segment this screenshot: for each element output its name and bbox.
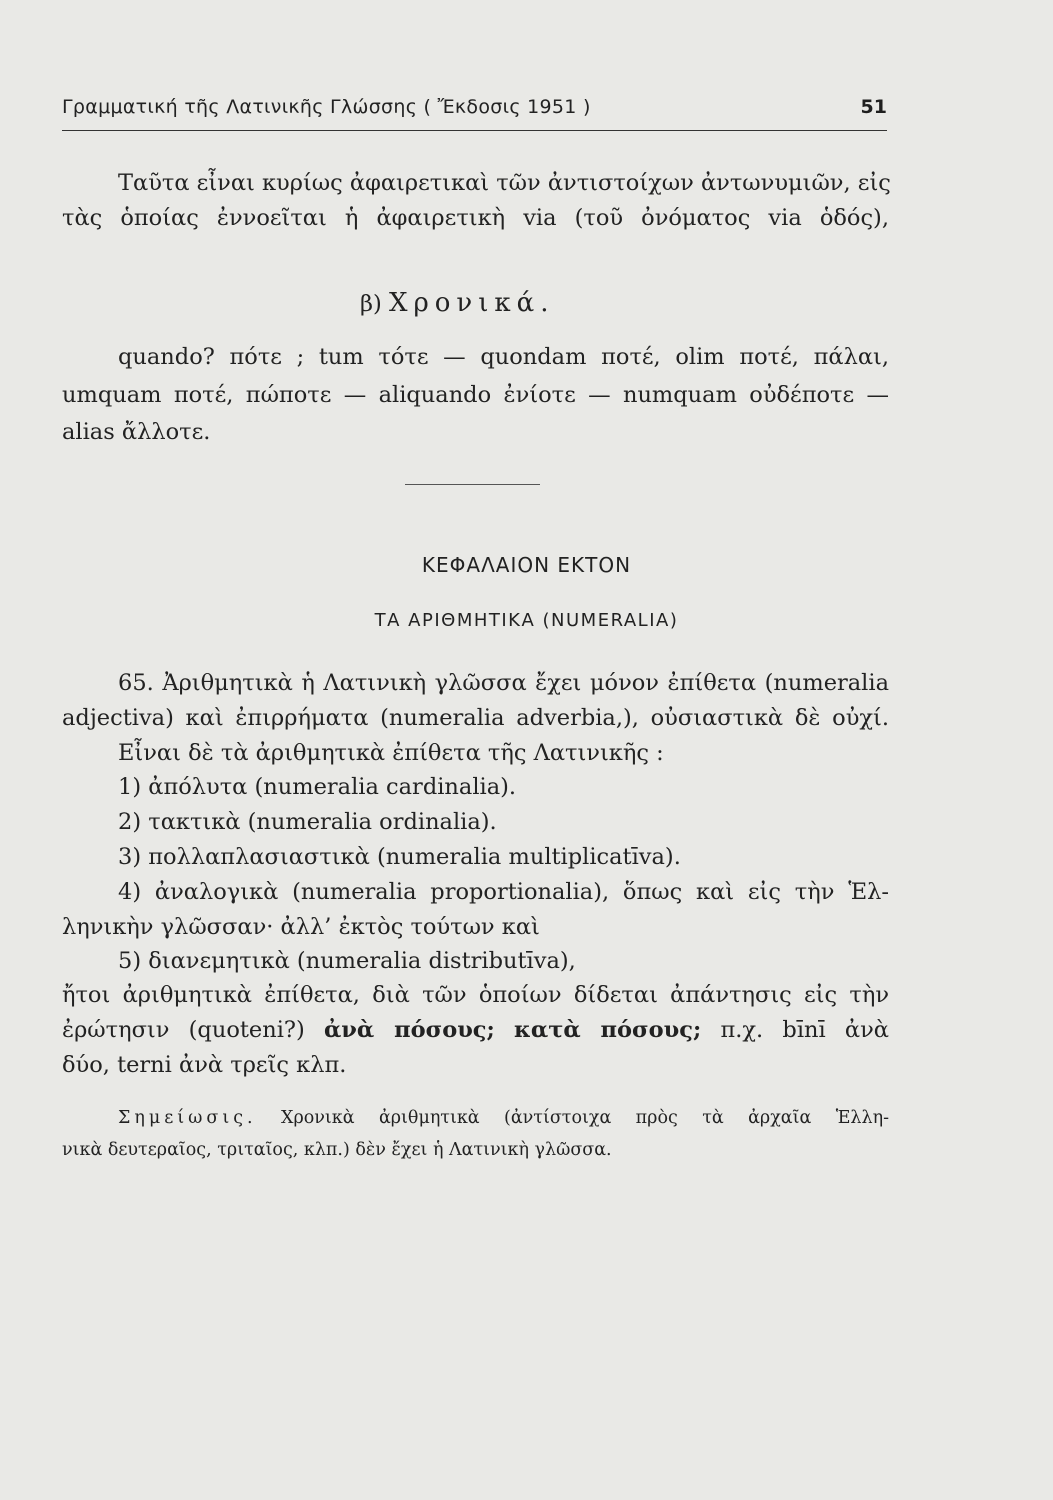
note-line-1-text: Χρονικὰ ἀριθμητικὰ (ἀντίστοιχα πρὸς τὰ ἀρχαῖα Ἑλλη- (281, 1108, 889, 1128)
section65-tail-2 (62, 1015, 889, 1045)
tail2-start: ἐρώτησιν (quoteni?) (62, 1017, 305, 1043)
tail2-bold-1: ἀνὰ πόσους; (323, 1017, 495, 1043)
adverbs-line-3: alias ἄλλοτε. (62, 419, 211, 445)
tail2-bold-2: κατὰ πόσους; (514, 1017, 702, 1043)
note-line-1 (118, 1103, 889, 1133)
section-divider (405, 484, 540, 485)
chapter-title: ΤΑ ΑΡΙΘΜΗΤΙΚΑ (NUMERALIA) (374, 610, 679, 631)
subsection-label: β) (360, 291, 382, 317)
adverbs-line-2: umquam ποτέ, πώποτε — aliquando ἐνίοτε — numquam οὐδέποτε — (62, 382, 889, 408)
list-item-continuation: ληνικὴν γλῶσσαν· ἀλλ’ ἐκτὸς τούτων καὶ (62, 914, 540, 940)
section65-tail-3: δύο, terni ἀνὰ τρεῖς κλπ. (62, 1052, 347, 1078)
list-item: 5) διανεμητικὰ (numeralia distributīva), (118, 948, 576, 974)
page-number: 51 (860, 96, 887, 118)
intro-line-2: τὰς ὁποίας ἐννοεῖται ἡ ἀφαιρετικὴ via (τοῦ ὀνόματος via ὁδός), (62, 205, 889, 231)
subsection-heading (360, 288, 760, 319)
running-title: Γραμματική τῆς Λατινικῆς Γλώσσης ( Ἔκδοσις 1951 ) (62, 96, 591, 118)
section65-line-2: adjectiva) καὶ ἐπιρρήματα (numeralia adverbia,), οὐσιαστικὰ δὲ οὐχί. (62, 705, 889, 731)
section65-tail-1: ἤτοι ἀριθμητικὰ ἐπίθετα, διὰ τῶν ὁποίων δίδεται ἀπάντησις εἰς τὴν (62, 982, 889, 1008)
list-item: 1) ἀπόλυτα (numeralia cardinalia). (118, 774, 517, 800)
list-item: 3) πολλαπλασιαστικὰ (numeralia multiplicatīva). (118, 844, 681, 870)
adverbs-line-1: quando? πότε ; tum τότε — quondam ποτέ, olim ποτέ, πάλαι, (118, 344, 889, 370)
intro-line-1: Ταῦτα εἶναι κυρίως ἀφαιρετικαὶ τῶν ἀντιστοίχων ἀντωνυμιῶν, εἰς (118, 170, 891, 196)
tail2-end: π.χ. bīnī ἀνὰ (720, 1017, 889, 1043)
section65-line-1: 65. Ἀριθμητικὰ ἡ Λατινικὴ γλῶσσα ἔχει μόνον ἐπίθετα (numeralia (118, 670, 889, 696)
list-item: 4) ἀναλογικὰ (numeralia proportionalia), ὅπως καὶ εἰς τὴν Ἑλ- (118, 879, 889, 905)
chapter-label: ΚΕΦΑΛΑΙΟΝ ΕΚΤΟΝ (421, 553, 632, 577)
section65-line-3: Εἶναι δὲ τὰ ἀριθμητικὰ ἐπίθετα τῆς Λατινικῆς : (118, 740, 664, 766)
note-label: Σημείωσις. (118, 1108, 257, 1128)
page-header (62, 96, 887, 131)
subsection-title: Χρονικά. (388, 288, 555, 318)
list-item: 2) τακτικὰ (numeralia ordinalia). (118, 809, 497, 835)
note-line-2: νικὰ δευτεραῖος, τριταῖος, κλπ.) δὲν ἔχει ἡ Λατινικὴ γλῶσσα. (62, 1140, 612, 1160)
